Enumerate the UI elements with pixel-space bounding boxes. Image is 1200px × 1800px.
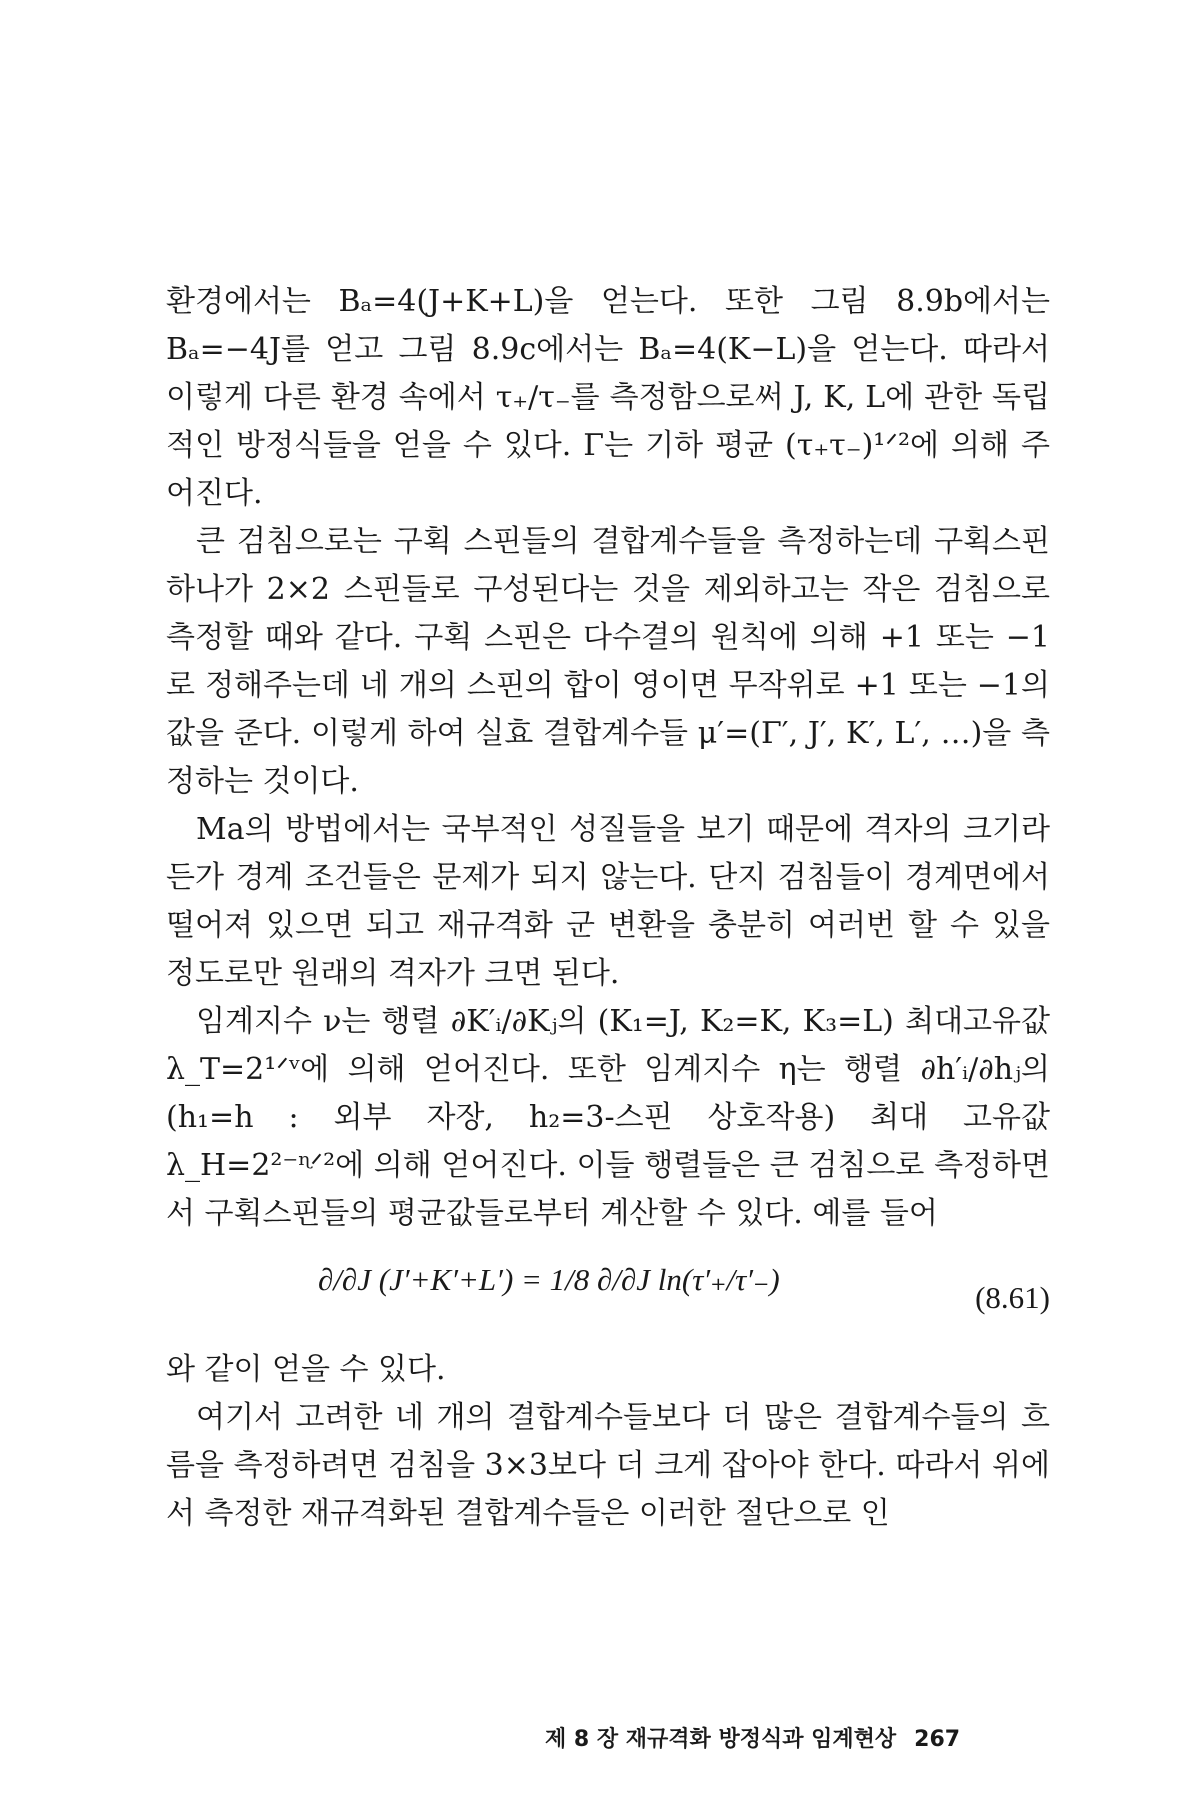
chapter-title: 제 8 장 재규격화 방정식과 임계현상	[545, 1727, 897, 1752]
paragraph-1: 환경에서는 Bₐ=4(J+K+L)을 얻는다. 또한 그림 8.9b에서는 Bₐ=−4J를 얻고 그림 8.9c에서는 Bₐ=4(K−L)을 얻는다. 따라서 이렇게 다른 환경 속에서 τ₊/τ₋를 측정함으로써 J, K, L에 관한 독립적인 방정식들을 얻을 수 있다. Γ는 기하 평균 (τ₊τ₋)¹ᐟ²에 의해 주어진다.	[166, 284, 1050, 511]
paragraph-3: Ma의 방법에서는 국부적인 성질들을 보기 때문에 격자의 크기라든가 경계 조건들은 문제가 되지 않는다. 단지 검침들이 경계면에서 떨어져 있으면 되고 재규격화 군 변환을 충분히 여러번 할 수 있을 정도로만 원래의 격자가 크면 된다.	[166, 812, 1050, 991]
paragraph-5: 와 같이 얻을 수 있다.	[166, 1352, 446, 1387]
paragraph-2: 큰 검침으로는 구획 스핀들의 결합계수들을 측정하는데 구획스핀 하나가 2×2 스핀들로 구성된다는 것을 제외하고는 작은 검침으로 측정할 때와 같다. 구획 스핀은 다수결의 원칙에 의해 +1 또는 −1로 정해주는데 네 개의 스핀의 합이 영이면 무작위로 +1 또는 −1의 값을 준다. 이렇게 하여 실효 결합계수들 μ′=(Γ′, J′, K′, L′, …)을 측정하는 것이다.	[166, 524, 1050, 799]
running-footer	[545, 1722, 1045, 1753]
equation-number: (8.61)	[975, 1280, 1050, 1315]
equation-body: ∂/∂J (J′+K′+L′) = 1/8 ∂/∂J ln(τ′₊/τ′₋)	[318, 1262, 780, 1297]
body-text	[166, 278, 1050, 1538]
paragraph-6: 여기서 고려한 네 개의 결합계수들보다 더 많은 결합계수들의 흐름을 측정하려면 검침을 3×3보다 더 크게 잡아야 한다. 따라서 위에서 측정한 재규격화된 결합계수들은 이러한 절단으로 인	[166, 1400, 1050, 1531]
paragraph-4: 임계지수 ν는 행렬 ∂K′ᵢ/∂Kⱼ의 (K₁=J, K₂=K, K₃=L) 최대고유값 λ_T=2¹ᐟᵛ에 의해 얻어진다. 또한 임계지수 η는 행렬 ∂h′ᵢ/∂hⱼ의 (h₁=h : 외부 자장, h₂=3-스핀 상호작용) 최대 고유값 λ_H=2²⁻ᶯᐟ²에 의해 얻어진다. 이들 행렬들은 큰 검침으로 측정하면서 구획스핀들의 평균값들로부터 계산할 수 있다. 예를 들어	[166, 1004, 1050, 1231]
page-number: 267	[914, 1727, 961, 1752]
equation-8-61	[166, 1238, 1050, 1346]
